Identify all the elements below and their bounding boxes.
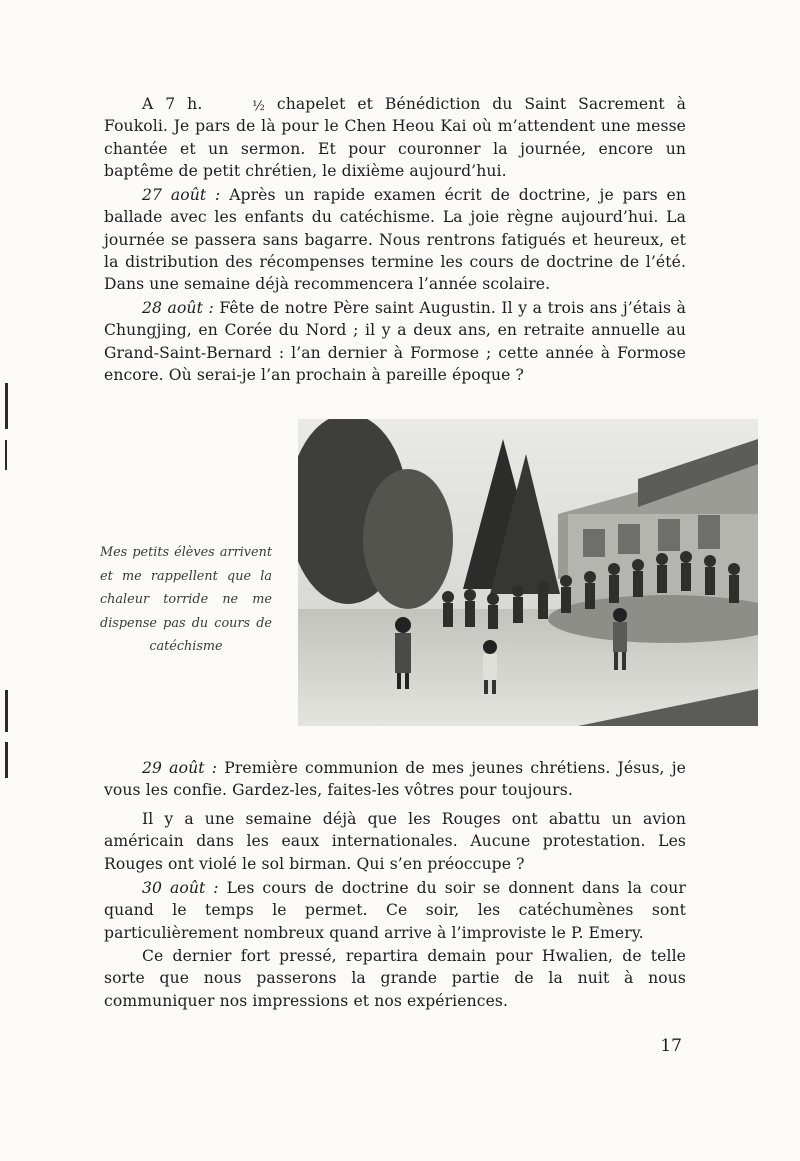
entry-date: 30 août : <box>142 879 219 897</box>
photo-schoolyard <box>298 419 758 726</box>
building-window <box>698 515 720 549</box>
entry-date: 27 août : <box>142 186 221 204</box>
entry-date: 29 août : <box>142 759 218 777</box>
photo-scene <box>298 419 758 726</box>
entry-28-aout <box>104 297 686 386</box>
entry-text: Première communion de mes jeunes chrétiens. Jésus, je vous les confie. Gardez-les, faites-les vôtres pour toujours. <box>104 759 687 800</box>
entry-text: Fête de notre Père saint Augustin. Il y a trois ans j’étais à Chungjing, en Corée du Nord ; il y a deux ans, en retraite annuelle au Grand-Saint-Bernard : l’an dernier à Formose ; cette année à Formose encore. Où serai-je l’an prochain à pareille époque ? <box>104 299 687 384</box>
entry-date: 28 août : <box>142 299 214 317</box>
page-number: 17 <box>660 1036 682 1056</box>
photo-caption: Mes petits élèves arrivent et me rappellent que la chaleur torride ne me dispense pas du cours de catéchisme <box>100 545 272 654</box>
scan-mark <box>5 742 8 778</box>
entry-text: Après un rapide examen écrit de doctrine, je pars en ballade avec les enfants du catéchisme. La joie règne aujourd’hui. La journée se passera sans bagarre. Nous rentrons fatigués et heureux, et la distribution des récompenses termine les cours de doctrine de l’été. Dans une semaine déjà recommencera l’année scolaire. <box>104 186 686 294</box>
scan-mark <box>5 440 7 470</box>
entry-29-aout <box>104 757 686 802</box>
entry-30-aout <box>104 877 686 944</box>
scan-mark <box>5 383 8 429</box>
entry-text: Les cours de doctrine du soir se donnent dans la cour quand le temps le permet. Ce soir, les catéchumènes sont particulièrement nombreux quand arrive à l’improviste le P. Emery. <box>104 879 686 942</box>
entry-27-aout <box>104 184 686 295</box>
paragraph-final: Ce dernier fort pressé, repartira demain pour Hwalien, de telle sorte que nous passerons la grande partie de la nuit à nous communiquer nos impressions et nos expériences. <box>104 947 686 1010</box>
building-window <box>658 519 680 551</box>
tree-palm <box>363 469 453 609</box>
building-window <box>618 524 640 554</box>
paragraph-text: chapelet et Bénédiction du Saint Sacrement à Foukoli. Je pars de là pour le Chen Heou Kai où m’attendent une messe chantée et un sermon. Et pour couronner la journée, encore un baptême de petit chrétien, le dixième aujourd’hui. <box>104 95 686 180</box>
scan-mark <box>5 690 8 732</box>
paragraph-opening <box>104 93 686 182</box>
paragraph-text: A 7 h. <box>142 95 215 113</box>
fraction-half: ½ <box>252 99 265 114</box>
paragraph-rouges: Il y a une semaine déjà que les Rouges ont abattu un avion américain dans les eaux internationales. Aucune protestation. Les Rouges ont violé le sol birman. Qui s’en préoccupe ? <box>104 810 686 873</box>
building-window <box>583 529 605 557</box>
